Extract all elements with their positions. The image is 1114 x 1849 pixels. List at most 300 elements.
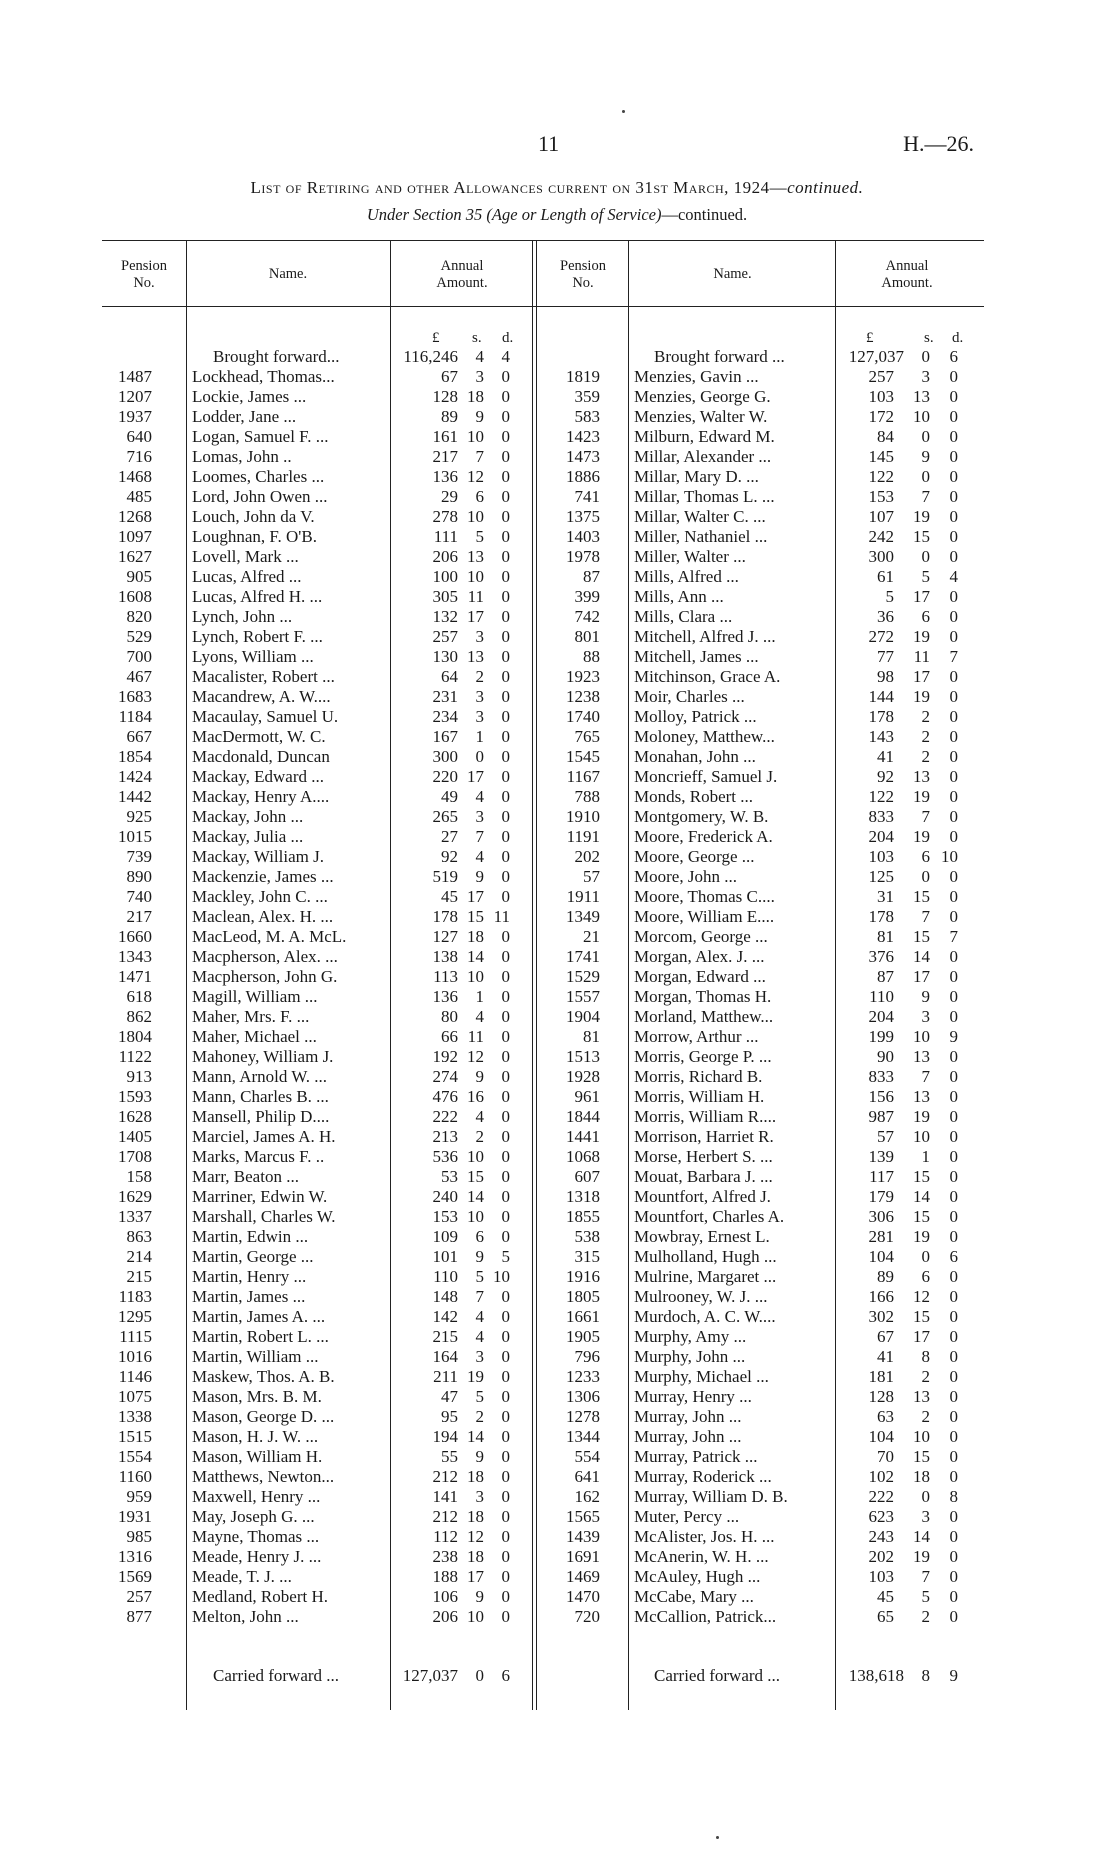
right-amount-pence: 0 [949,1427,958,1446]
carried-forward-pounds: 138,618 [848,1666,904,1685]
left-amount-pence: 0 [501,1527,510,1546]
right-pension-no: 1469 [566,1567,600,1586]
left-pensioner-name: Mackenzie, James ... [192,867,334,886]
table-row [0,1187,1114,1207]
table-row [0,447,1114,467]
left-pensioner-name: Martin, George ... [192,1247,314,1266]
right-amount-shillings: 0 [921,427,930,446]
table-row [0,467,1114,487]
table-row [0,1447,1114,1467]
left-amount-pounds: 206 [432,547,458,566]
right-amount-pence: 0 [949,387,958,406]
right-pensioner-name: Milburn, Edward M. [634,427,775,446]
left-amount-shillings: 17 [467,767,484,786]
left-amount-pounds: 240 [432,1187,458,1206]
table-row [0,727,1114,747]
right-pensioner-name: Morris, William H. [634,1087,765,1106]
left-pensioner-name: Lockie, James ... [192,387,307,406]
right-amount-pounds: 144 [868,687,894,706]
right-amount-pence: 9 [949,1027,958,1046]
left-pension-no: 1569 [118,1567,152,1586]
right-amount-pounds: 222 [868,1487,894,1506]
left-amount-pence: 0 [501,1467,510,1486]
title-continued: continued. [787,178,864,197]
left-amount-pence: 0 [501,707,510,726]
right-amount-shillings: 5 [921,567,930,586]
table-row [0,407,1114,427]
left-amount-shillings: 1 [475,987,484,1006]
right-amount-pounds: 156 [868,1087,894,1106]
left-amount-pence: 0 [501,647,510,666]
left-amount-pence: 0 [501,427,510,446]
header-no-label: No. [572,275,594,291]
right-pensioner-name: Morcom, George ... [634,927,768,946]
left-pensioner-name: Macpherson, Alex. ... [192,947,338,966]
left-pension-no: 1931 [118,1507,152,1526]
left-pensioner-name: Lucas, Alfred H. ... [192,587,323,606]
left-pension-no: 1268 [118,507,152,526]
right-amount-pounds: 181 [868,1367,894,1386]
table-row [0,887,1114,907]
left-pensioner-name: MacLeod, M. A. McL. [192,927,347,946]
left-amount-pounds: 109 [432,1227,458,1246]
right-amount-shillings: 19 [913,1107,930,1126]
left-pension-no: 985 [126,1527,152,1546]
left-amount-shillings: 18 [467,1547,484,1566]
left-amount-pounds: 136 [432,987,458,1006]
right-amount-shillings: 15 [913,1207,930,1226]
header-name-label: Name. [713,266,752,282]
left-pension-no: 700 [126,647,152,666]
left-amount-pounds: 519 [432,867,458,886]
right-pension-no: 1557 [566,987,600,1006]
right-pensioner-name: Murray, Henry ... [634,1387,752,1406]
header-pension-label: Pension [121,258,167,274]
left-pensioner-name: Meade, T. J. ... [192,1567,292,1586]
unit-pounds-left: £ [432,330,440,346]
right-amount-pounds: 89 [877,1267,894,1286]
brought-forward-shillings: 4 [475,347,484,366]
right-amount-pence: 0 [949,507,958,526]
right-pension-no: 1565 [566,1507,600,1526]
carried-forward-label: Carried forward ... [654,1666,781,1685]
page-number: 11 [538,131,560,156]
right-amount-pence: 4 [949,567,958,586]
right-pensioner-name: McAnerin, W. H. ... [634,1547,769,1566]
left-pension-no: 740 [126,887,152,906]
right-amount-pounds: 302 [868,1307,894,1326]
brought-forward-label: Brought forward... [213,347,340,366]
left-amount-shillings: 10 [467,967,484,986]
brought-forward-row [0,347,1114,367]
left-amount-shillings: 19 [467,1367,484,1386]
left-amount-pounds: 106 [432,1587,458,1606]
left-pensioner-name: Louch, John da V. [192,507,315,526]
right-amount-pounds: 139 [868,1147,894,1166]
left-amount-pounds: 55 [441,1447,458,1466]
left-amount-pence: 0 [501,587,510,606]
left-pensioner-name: Mason, William H. [192,1447,323,1466]
left-amount-pounds: 112 [433,1527,458,1546]
right-amount-shillings: 13 [913,1387,930,1406]
left-amount-shillings: 3 [475,807,484,826]
left-amount-pence: 0 [501,887,510,906]
left-amount-pounds: 215 [432,1327,458,1346]
right-pension-no: 399 [574,587,600,606]
right-amount-pounds: 300 [868,547,894,566]
table-row [0,1107,1114,1127]
table-row [0,1467,1114,1487]
right-pensioner-name: Morgan, Alex. J. ... [634,947,765,966]
carried-forward-shillings: 0 [475,1666,484,1685]
right-amount-pounds: 84 [877,427,894,446]
right-amount-pounds: 87 [877,967,894,986]
table-row [0,1367,1114,1387]
right-amount-pounds: 172 [868,407,894,426]
left-amount-pounds: 128 [432,387,458,406]
right-amount-pounds: 90 [877,1047,894,1066]
right-amount-shillings: 17 [913,1327,930,1346]
right-amount-pounds: 272 [868,627,894,646]
left-pension-no: 1629 [118,1187,152,1206]
right-pension-no: 1167 [566,767,600,786]
left-pensioner-name: Macandrew, A. W.... [192,687,331,706]
table-row [0,1527,1114,1547]
right-amount-pence: 0 [949,827,958,846]
right-amount-pence: 10 [941,847,958,866]
right-amount-shillings: 19 [913,687,930,706]
left-amount-pounds: 132 [432,607,458,626]
header-pension-no-left [104,258,184,292]
right-amount-pounds: 243 [868,1527,894,1546]
right-amount-pence: 0 [949,407,958,426]
right-amount-shillings: 1 [921,1147,930,1166]
left-pensioner-name: Mason, H. J. W. ... [192,1427,319,1446]
right-amount-shillings: 10 [913,1027,930,1046]
right-amount-pence: 0 [949,1207,958,1226]
right-amount-pounds: 104 [868,1427,894,1446]
right-pension-no: 1349 [566,907,600,926]
right-amount-pounds: 178 [868,707,894,726]
left-pensioner-name: Logan, Samuel F. ... [192,427,329,446]
left-amount-shillings: 5 [475,1267,484,1286]
right-pension-no: 583 [574,407,600,426]
carried-forward-label: Carried forward ... [213,1666,340,1685]
right-amount-pounds: 45 [877,1587,894,1606]
right-pension-no: 87 [583,567,600,586]
right-pensioner-name: Mountfort, Charles A. [634,1207,785,1226]
left-amount-pounds: 92 [441,847,458,866]
right-amount-pence: 7 [949,647,958,666]
right-amount-pence: 0 [949,867,958,886]
right-pension-no: 1423 [566,427,600,446]
right-amount-pounds: 65 [877,1607,894,1626]
right-amount-shillings: 7 [921,807,930,826]
left-amount-pence: 0 [501,1487,510,1506]
right-amount-pence: 0 [949,727,958,746]
right-amount-pence: 0 [949,627,958,646]
right-amount-pounds: 5 [885,587,894,606]
right-amount-pence: 0 [949,1367,958,1386]
right-amount-pounds: 98 [877,667,894,686]
left-pension-no: 1016 [118,1347,152,1366]
right-amount-pence: 0 [949,1587,958,1606]
left-pension-no: 925 [126,807,152,826]
unit-pence-left: d. [502,330,514,346]
right-amount-pounds: 63 [877,1407,894,1426]
left-amount-pounds: 194 [432,1427,458,1446]
left-pensioner-name: Marr, Beaton ... [192,1167,299,1186]
left-amount-pence: 0 [501,1227,510,1246]
right-amount-shillings: 0 [921,467,930,486]
left-pensioner-name: Mahoney, William J. [192,1047,334,1066]
right-pension-no: 796 [574,1347,600,1366]
right-pension-no: 21 [583,927,600,946]
right-amount-shillings: 13 [913,1047,930,1066]
right-amount-shillings: 19 [913,1547,930,1566]
left-amount-pence: 0 [501,667,510,686]
right-pensioner-name: Morrison, Harriet R. [634,1127,774,1146]
right-pension-no: 1661 [566,1307,600,1326]
right-pensioner-name: Muter, Percy ... [634,1507,740,1526]
right-amount-pence: 0 [949,907,958,926]
left-amount-pence: 0 [501,927,510,946]
left-amount-shillings: 10 [467,1207,484,1226]
right-amount-pence: 0 [949,1607,958,1626]
left-pensioner-name: Loomes, Charles ... [192,467,325,486]
left-amount-pence: 0 [501,607,510,626]
left-pensioner-name: Mackay, William J. [192,847,324,866]
right-pensioner-name: Moir, Charles ... [634,687,745,706]
unit-pence-right: d. [952,330,964,346]
left-pensioner-name: Mason, Mrs. B. M. [192,1387,322,1406]
right-pensioner-name: Morgan, Thomas H. [634,987,772,1006]
left-pensioner-name: Maskew, Thos. A. B. [192,1367,335,1386]
left-pensioner-name: Matthews, Newton... [192,1467,335,1486]
left-amount-shillings: 3 [475,367,484,386]
right-pensioner-name: Millar, Thomas L. ... [634,487,775,506]
left-amount-shillings: 7 [475,1287,484,1306]
right-pensioner-name: Murray, John ... [634,1407,742,1426]
left-pension-no: 1122 [118,1047,152,1066]
left-pension-no: 1442 [118,787,152,806]
left-pension-no: 667 [126,727,152,746]
right-amount-pounds: 70 [877,1447,894,1466]
left-amount-pounds: 111 [433,527,458,546]
right-amount-shillings: 2 [921,1407,930,1426]
right-amount-pounds: 92 [877,767,894,786]
left-amount-shillings: 14 [467,1427,484,1446]
table-row [0,827,1114,847]
right-amount-shillings: 14 [913,947,930,966]
table-row [0,1607,1114,1627]
left-amount-shillings: 9 [475,1587,484,1606]
left-amount-pounds: 49 [441,787,458,806]
left-pensioner-name: Martin, James A. ... [192,1307,326,1326]
header-amount-right [837,258,977,292]
left-amount-shillings: 15 [467,1167,484,1186]
right-amount-shillings: 13 [913,767,930,786]
right-pension-no: 1439 [566,1527,600,1546]
table-row [0,1007,1114,1027]
allowances-table [0,347,1114,1627]
right-pension-no: 1928 [566,1067,600,1086]
left-amount-pounds: 53 [441,1167,458,1186]
right-amount-pence: 0 [949,807,958,826]
right-amount-shillings: 17 [913,587,930,606]
right-amount-shillings: 2 [921,747,930,766]
right-pension-no: 1344 [566,1427,600,1446]
left-amount-pounds: 161 [432,427,458,446]
right-pension-no: 742 [574,607,600,626]
left-amount-pounds: 238 [432,1547,458,1566]
left-pension-no: 1593 [118,1087,152,1106]
right-amount-shillings: 6 [921,607,930,626]
right-amount-pence: 0 [949,607,958,626]
scan-speck [622,110,625,113]
left-pension-no: 1554 [118,1447,152,1466]
right-pension-no: 1068 [566,1147,600,1166]
right-amount-shillings: 7 [921,487,930,506]
right-pensioner-name: Murray, Patrick ... [634,1447,758,1466]
right-amount-shillings: 6 [921,847,930,866]
left-amount-shillings: 2 [475,667,484,686]
table-row [0,607,1114,627]
table-row [0,747,1114,767]
left-pensioner-name: Marciel, James A. H. [192,1127,336,1146]
left-amount-shillings: 14 [467,947,484,966]
right-amount-pence: 0 [949,967,958,986]
left-pension-no: 959 [126,1487,152,1506]
right-pension-no: 1545 [566,747,600,766]
left-pensioner-name: Lodder, Jane ... [192,407,297,426]
left-amount-pence: 0 [501,407,510,426]
table-row [0,1487,1114,1507]
right-amount-pence: 0 [949,667,958,686]
left-pension-no: 905 [126,567,152,586]
left-amount-pence: 0 [501,487,510,506]
left-amount-shillings: 10 [467,1147,484,1166]
left-pensioner-name: Mann, Arnold W. ... [192,1067,328,1086]
left-amount-pounds: 188 [432,1567,458,1586]
right-amount-pounds: 166 [868,1287,894,1306]
table-row [0,487,1114,507]
left-pensioner-name: Maher, Michael ... [192,1027,317,1046]
right-amount-pounds: 306 [868,1207,894,1226]
right-pension-no: 1819 [566,367,600,386]
right-amount-pence: 0 [949,1267,958,1286]
left-pensioner-name: Martin, Henry ... [192,1267,307,1286]
left-amount-shillings: 12 [467,1527,484,1546]
right-amount-pence: 7 [949,927,958,946]
left-amount-shillings: 9 [475,1247,484,1266]
left-pension-no: 214 [126,1247,152,1266]
left-amount-pence: 0 [501,967,510,986]
right-pensioner-name: Murray, Roderick ... [634,1467,772,1486]
right-pensioner-name: Moore, Frederick A. [634,827,773,846]
left-amount-pence: 0 [501,1187,510,1206]
left-amount-pence: 0 [501,1587,510,1606]
left-amount-pence: 11 [493,907,510,926]
right-pensioner-name: Mouat, Barbara J. ... [634,1167,773,1186]
left-amount-pence: 5 [501,1247,510,1266]
right-amount-shillings: 19 [913,787,930,806]
right-amount-pence: 0 [949,1507,958,1526]
header-pension-no-right [538,258,628,292]
right-amount-shillings: 9 [921,987,930,1006]
document-reference: H.—26. [903,131,974,156]
brought-forward-pence: 6 [949,347,958,366]
left-amount-pounds: 167 [432,727,458,746]
left-amount-pounds: 66 [441,1027,458,1046]
left-amount-pounds: 278 [432,507,458,526]
right-amount-pounds: 204 [868,1007,894,1026]
header-annual-label: Annual [440,258,484,274]
right-amount-shillings: 17 [913,667,930,686]
table-row [0,387,1114,407]
right-pension-no: 1375 [566,507,600,526]
right-amount-shillings: 19 [913,627,930,646]
left-amount-shillings: 16 [467,1087,484,1106]
right-amount-pence: 0 [949,687,958,706]
left-amount-pounds: 257 [432,627,458,646]
left-pension-no: 217 [126,907,152,926]
right-amount-pounds: 103 [868,847,894,866]
left-pension-no: 1937 [118,407,152,426]
right-amount-shillings: 0 [921,867,930,886]
left-amount-shillings: 4 [475,847,484,866]
left-pensioner-name: MacDermott, W. C. [192,727,326,746]
right-amount-pence: 0 [949,367,958,386]
carried-forward-shillings: 8 [921,1666,930,1685]
right-pensioner-name: Millar, Walter C. ... [634,507,766,526]
left-pensioner-name: Mann, Charles B. ... [192,1087,329,1106]
right-amount-pence: 0 [949,1407,958,1426]
right-pension-no: 1904 [566,1007,600,1026]
right-amount-shillings: 17 [913,967,930,986]
left-amount-pence: 0 [501,1207,510,1226]
left-pensioner-name: Mayne, Thomas ... [192,1527,320,1546]
left-amount-pounds: 305 [432,587,458,606]
right-amount-pounds: 117 [869,1167,894,1186]
table-row [0,847,1114,867]
left-amount-shillings: 13 [467,647,484,666]
right-pensioner-name: Millar, Mary D. ... [634,467,759,486]
right-pensioner-name: Morgan, Edward ... [634,967,766,986]
right-amount-pence: 0 [949,1087,958,1106]
left-amount-shillings: 9 [475,867,484,886]
left-amount-pounds: 101 [432,1247,458,1266]
right-pensioner-name: McCallion, Patrick... [634,1607,777,1626]
right-amount-pounds: 41 [877,1347,894,1366]
right-pensioner-name: Murray, William D. B. [634,1487,788,1506]
left-pensioner-name: Lovell, Mark ... [192,547,299,566]
right-amount-shillings: 18 [913,1467,930,1486]
left-pension-no: 739 [126,847,152,866]
right-amount-pence: 0 [949,947,958,966]
right-pension-no: 1886 [566,467,600,486]
table-row [0,667,1114,687]
right-amount-shillings: 7 [921,1567,930,1586]
right-amount-shillings: 13 [913,387,930,406]
left-pension-no: 1343 [118,947,152,966]
left-amount-shillings: 17 [467,607,484,626]
header-name-left [188,266,388,283]
right-amount-shillings: 10 [913,1427,930,1446]
left-pension-no: 716 [126,447,152,466]
right-pensioner-name: Moore, Thomas C.... [634,887,775,906]
left-amount-pence: 0 [501,1007,510,1026]
